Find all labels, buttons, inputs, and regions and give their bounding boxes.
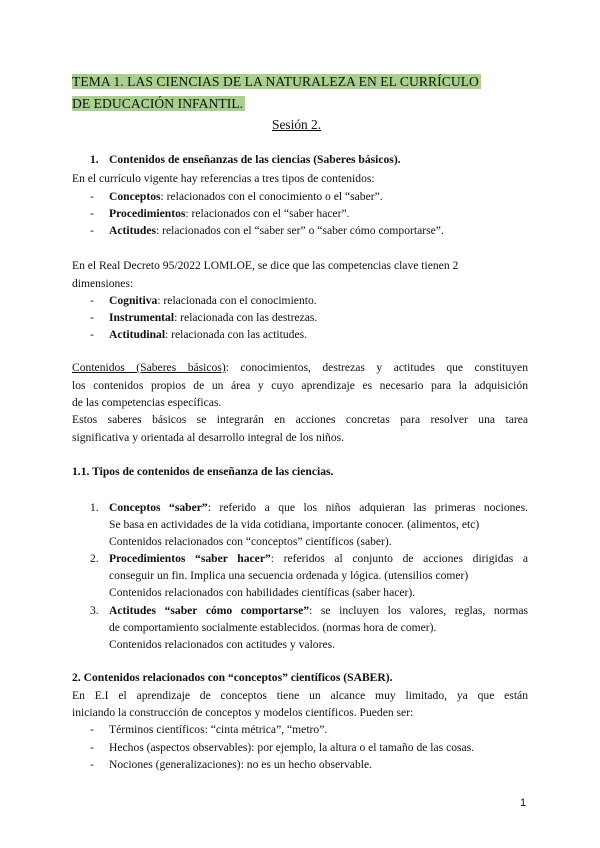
contents-line-5: significativa y orientada al desarrollo integral de los niños.	[72, 431, 345, 444]
numbered-item-line-1	[109, 500, 528, 516]
numbered-item-line-2: conseguir un fin. Implica una secuencia ordenada y lógica. (utensilios comer)	[109, 569, 469, 582]
list-item: Nociones (generalizaciones): no es un hecho observable.	[109, 758, 373, 771]
title-line-2: DE EDUCACIÓN INFANTIL.	[72, 96, 244, 111]
section1-intro: En el currículo vigente hay referencias a tres tipos de contenidos:	[72, 172, 375, 185]
item-text: : se incluyen los valores, reglas, normas	[309, 604, 528, 617]
list-item	[109, 310, 317, 326]
item-text: : relacionados con el “saber hacer”.	[185, 207, 350, 220]
item-number: 1.	[90, 501, 99, 514]
item-text: : relacionada con el conocimiento.	[157, 294, 317, 307]
list-item: Hechos (aspectos observables): por ejemplo, la altura o el tamaño de las cosas.	[109, 741, 475, 754]
page-number: 1	[520, 797, 527, 809]
title-line-1: TEMA 1. LAS CIENCIAS DE LA NATURALEZA EN EL CURRÍCULO	[72, 74, 479, 89]
item-term: Procedimientos	[109, 207, 186, 220]
list-dash: -	[90, 190, 94, 203]
item-term: Instrumental	[109, 311, 175, 324]
session-label: Sesión 2.	[272, 117, 322, 132]
item-term: Actitudinal	[109, 328, 166, 341]
contents-line-2: los contenidos propios de un área y cuyo aprendizaje es necesario para la adquisición	[72, 379, 528, 392]
item-text: : referidos al conjunto de acciones dirigidas a	[270, 552, 528, 565]
section2-line-2: iniciando la construcción de conceptos y modelos científicos. Pueden ser:	[72, 706, 414, 719]
list-dash: -	[90, 294, 94, 307]
list-dash: -	[90, 311, 94, 324]
item-text: : relacionados con el “saber ser” o “saber cómo comportarse”.	[156, 224, 444, 237]
document-title	[72, 71, 481, 115]
item-term: Procedimientos “saber hacer”	[109, 552, 271, 565]
numbered-item-line-3: Contenidos relacionados con habilidades científicas (saber hacer).	[109, 586, 416, 599]
list-item	[109, 327, 307, 343]
list-dash: -	[90, 207, 94, 220]
item-term: Actitudes	[109, 224, 157, 237]
list-item: Términos científicos: “cinta métrica”, “metro”.	[109, 723, 328, 736]
section2-line-1: En E.I el aprendizaje de conceptos tiene un alcance muy limitado, ya que están	[72, 689, 528, 702]
item-term: Actitudes “saber cómo comportarse”	[109, 604, 310, 617]
section1-number: 1.	[90, 153, 99, 166]
contents-line-3: de las competencias específicas.	[72, 396, 222, 409]
item-text: : relacionados con el conocimiento o el “saber”.	[160, 190, 383, 203]
item-text: : relacionada con las destrezas.	[174, 311, 318, 324]
list-dash: -	[90, 328, 94, 341]
numbered-item-line-1	[109, 551, 528, 567]
numbered-item-line-2: de comportamiento socialmente establecidos. (normas hora de comer).	[109, 621, 437, 634]
list-dash: -	[90, 741, 94, 754]
list-item	[109, 223, 444, 239]
section2-heading: 2. Contenidos relacionados con “conceptos” científicos (SABER).	[72, 671, 393, 684]
list-item	[109, 293, 317, 309]
numbered-item-line-2: Se basa en actividades de la vida cotidiana, importante conocer. (alimentos, etc)	[109, 518, 480, 531]
section11-heading: 1.1. Tipos de contenidos de enseñanza de las ciencias.	[72, 465, 334, 478]
decree-line-1: En el Real Decreto 95/2022 LOMLOE, se dice que las competencias clave tienen 2	[72, 259, 459, 272]
list-dash: -	[90, 723, 94, 736]
list-item	[109, 189, 383, 205]
contents-line-1-rest: : conocimientos, destrezas y actitudes que constituyen	[225, 361, 528, 374]
item-text: : relacionada con las actitudes.	[165, 328, 308, 341]
item-term: Conceptos	[109, 190, 161, 203]
contents-line-1	[72, 360, 528, 376]
section1-heading: Contenidos de enseñanzas de las ciencias (Saberes básicos).	[109, 153, 401, 166]
item-text: : referido a que los niños adquieran las primeras nociones.	[207, 501, 528, 514]
decree-line-2: dimensiones:	[72, 277, 134, 290]
item-number: 3.	[90, 604, 99, 617]
list-dash: -	[90, 758, 94, 771]
list-item	[109, 206, 350, 222]
numbered-item-line-3: Contenidos relacionados con “conceptos” científicos (saber).	[109, 535, 392, 548]
numbered-item-line-3: Contenidos relacionados con actitudes y valores.	[109, 638, 336, 651]
item-number: 2.	[90, 552, 99, 565]
list-dash: -	[90, 224, 94, 237]
contents-line-4: Estos saberes básicos se integrarán en acciones concretas para resolver una tarea	[72, 413, 528, 426]
item-term: Cognitiva	[109, 294, 158, 307]
item-term: Conceptos “saber”	[109, 501, 208, 514]
numbered-item-line-1	[109, 603, 528, 619]
contents-label: Contenidos (Saberes básicos)	[72, 361, 226, 374]
